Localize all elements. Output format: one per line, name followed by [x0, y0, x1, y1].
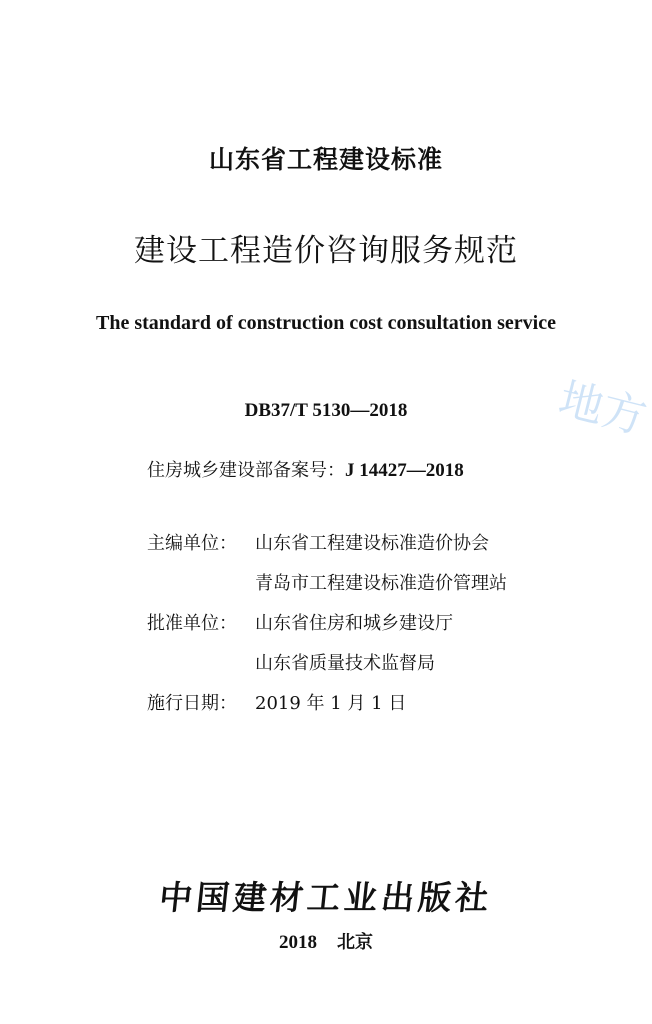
- approver-label: 批准单位：: [147, 613, 237, 634]
- chief-editor-row: [147, 522, 507, 562]
- publisher-logotype: 中国建材工业出版社: [157, 878, 495, 917]
- info-block: [147, 522, 507, 722]
- record-number-line: [147, 456, 464, 482]
- effective-date-value: 2019 年 1 月 1 日: [255, 693, 407, 714]
- record-label: 住房城乡建设部备案号：: [147, 460, 345, 481]
- publication-city: 北京: [337, 932, 373, 953]
- english-title: The standard of construction cost consultation service: [96, 312, 556, 334]
- approver-unit-2: 山东省质量技术监督局: [255, 653, 435, 674]
- watermark-text: 地方: [553, 373, 652, 445]
- publication-year: 2018: [279, 932, 317, 953]
- chief-editor-row-2: [147, 562, 507, 602]
- effective-date-label: 施行日期：: [147, 693, 237, 714]
- chief-editor-unit-2: 青岛市工程建设标准造价管理站: [255, 573, 507, 594]
- series-title: 山东省工程建设标准: [208, 145, 443, 174]
- approver-row-2: [147, 642, 507, 682]
- standard-code: DB37/T 5130—2018: [244, 400, 408, 421]
- chief-editor-unit-1: 山东省工程建设标准造价协会: [255, 533, 489, 554]
- record-number: J 14427—2018: [345, 460, 464, 481]
- publication-line: [0, 928, 652, 954]
- chief-editor-label: 主编单位：: [147, 533, 237, 554]
- watermark: [548, 368, 652, 468]
- approver-row: [147, 602, 507, 642]
- main-title: 建设工程造价咨询服务规范: [134, 233, 518, 269]
- effective-date-row: [147, 682, 507, 722]
- approver-unit-1: 山东省住房和城乡建设厅: [255, 613, 453, 634]
